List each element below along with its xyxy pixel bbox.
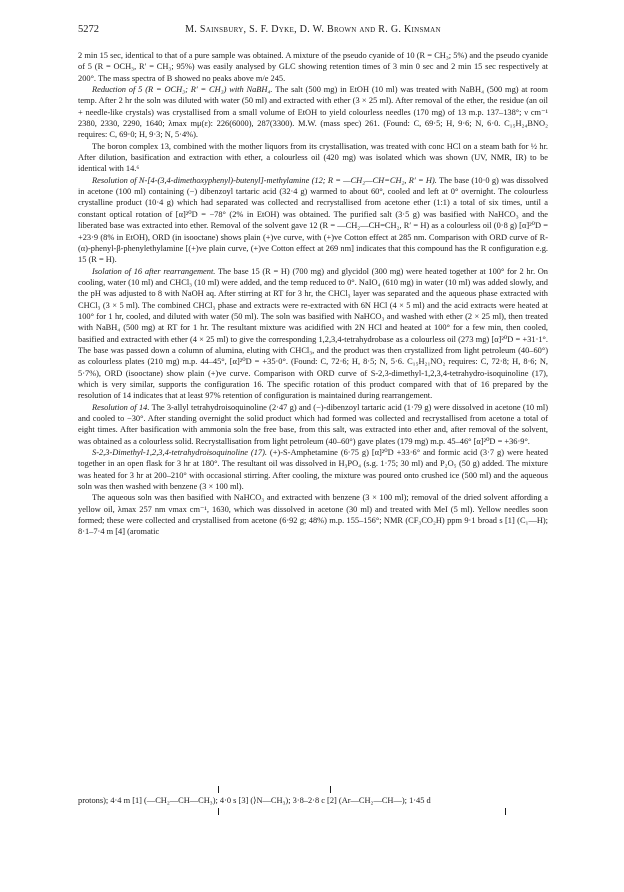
paragraph (78, 402, 548, 447)
bond-tick (505, 808, 506, 815)
paragraph (78, 266, 548, 402)
section-run-in-heading: Isolation of 16 after rearrangement. (92, 266, 216, 276)
body-text (78, 50, 548, 538)
section-run-in-heading: Resolution of N-[4-(3,4-dimethoxyphenyl)-butenyl]-methylamine (12; R = —CH₂—CH=CH₂, R′ = H). (92, 175, 437, 185)
paragraph (78, 141, 548, 175)
paragraph-text: The boron complex 13, combined with the mother liquors from its crystallisation, was treated with conc HCl on a steam bath for ½ hr. After dilution, basification and extraction with ether, a colourless oil (420 mg) was isolated which was shown (UV, NMR, IR) to be identical with 14.⁶ (78, 141, 548, 174)
paragraph-text: (+)-S-Amphetamine (6·75 g) [α]²⁰D +33·6° and formic acid (3·7 g) were heated together in an open flask for 3 hr at 180°. The resultant oil was dissolved in H₃PO₄ (s.g. 1·75; 30 ml) and P₂O₅ (50 g) added. The mixture was heated for 3 hr at 200–210° with occasional stirring. After cooling, the mixture was poured onto crushed ice (500 ml) and the aqueous soln was then washed with benzene (3 × 100 ml). (78, 448, 549, 492)
paragraph-text: The 3-allyl tetrahydroisoquinoline (2·47 g) and (−)-dibenzoyl tartaric acid (1·79 g) were dissolved in acetone (10 ml) and cooled to −30°. After standing overnight the solid product which had formed was collected and recrystallised from acetone a total of eight times. After basification with ammonia soln the free base, from this salt, was extracted into ether and, after removal of the solvent, was obtained as a colourless solid. Recrystallisation from light petroleum (40–60°) gave plates (179 mg) m.p. 45–46° [α]²⁰D = +36·9°. (78, 402, 548, 446)
bond-tick (218, 786, 219, 793)
paragraph (78, 84, 548, 141)
paragraph (78, 50, 548, 84)
paragraph (78, 447, 548, 492)
paragraph-text: The base (10·0 g) was dissolved in acetone (100 ml) containing (−) dibenzoyl tartaric acid (32·4 g) warmed to about 60°, cooled and left at 0° overnight. The colourless crystalline product (10·4 g) which had separated was collected and recrystallised from acetone ether (1:1) a total of six times, until a constant optical rotation of [α]²⁰D = −78° (2% in EtOH) was obtained. The purified salt (3·5 g) was basified with NaHCO₃ and the liberated base was extracted into ether. Removal of the solvent gave 12 (R = —CH₂—CH=CH₂, R′ = H) as a colourless oil (0·8 g) [α]²⁰D = +23·9 (8% in EtOH), ORD (in isooctane) shows plain (+)ve curve, with (+)ve Cotton effect at 285 nm. Comparison with ORD curve of R-(α)-phenyl-β-phenylethylamine [(+)ve plain curve, (+)ve Cotton effect at 269 nm] indicates that this compound has the R configuration e.g. 15 (R = H). (78, 175, 549, 265)
bond-tick (330, 786, 331, 793)
section-run-in-heading: Reduction of 5 (R = OCH₃; R′ = CH₃) with NaBH₄. (92, 85, 273, 95)
structure-formula-line (78, 786, 548, 826)
paragraph (78, 175, 548, 266)
section-run-in-heading: Resolution of 14. (92, 402, 150, 412)
paragraph-text: 2 min 15 sec, identical to that of a pure sample was obtained. A mixture of the pseudo cyanide of 10 (R = CH₃; 5%) and the pseudo cyanide of 5 (R = OCH₃, R′ = CH₃; 95%) was easily analysed by GLC showing retention times of 3 min 0 sec and 2 min 15 sec respectively at 200°. The mass spectra of B showed no peaks above m/e 245. (78, 51, 548, 83)
section-run-in-heading: S-2,3-Dimethyl-1,2,3,4-tetrahydroisoquinoline (17). (92, 448, 267, 458)
last-line-text: protons); 4·4 m [1] (—CH₂—CH—CH₃); 4·0 s [3] (⟩N—CH₃); 3·8–2·8 c [2] (Ar—CH₂—CH—); 1·45 d (78, 796, 431, 805)
paragraph-text: The salt (500 mg) in EtOH (10 ml) was treated with NaBH₄ (500 mg) at room temp. After 2 hr the soln was diluted with water (50 ml) and extracted with ether (3 × 25 ml). After removal of the ether, the residue (an oil + needle-like crystals) was crystallised from a small volume of EtOH to yield colourless needles (170 mg) of 13 m.p. 137–138°; ν cm⁻¹ 2380, 2330, 2290, 1640; λmax mμ(ε): 226(6000), 287(3300). M.W. (mass spec) 261. (Found: C, 69·5; H, 9·6; N, 6·0. C₁₅H₂₄BNO₂ requires: C, 69·0; H, 9·3; N, 5·4%). (78, 85, 548, 140)
bond-tick (218, 808, 219, 815)
paragraph (78, 492, 548, 537)
running-header (78, 24, 548, 40)
page-number: 5272 (78, 24, 99, 35)
paragraph-text: The base 15 (R = H) (700 mg) and glycidol (300 mg) were heated together at 100° for 2 hr. On cooling, water (10 ml) and CHCl₃ (10 ml) were added, and the temp reduced to 0°. NaIO₄ (610 mg) in water (10 ml) was added slowly, and the pH was adjusted to 8 with NaOH aq. After stirring at RT for 3 hr, the CHCl₃ layer was separated and the aqueous phase extracted with CHCl₃ (3 × 5 ml). The combined CHCl₃ phase and extracts were re-extracted with 6N HCl (4 × 5 ml) and the acid extracts were heated at 100° for 1 hr, cooled, and diluted with water (50 ml). The soln was basified with NaHCO₃ and washed with ether (2 × 25 ml), then treated with NaBH₄ (500 mg) at RT for 1 hr. The resultant mixture was acidified with 2N HCl and heated at 100° for a few min, then cooled, basified and extracted with ether (4 × 25 ml) to give the corresponding 1,2,3,4-tetrahydrobase as a colourless oil (273 mg) [α]²⁰D = +31·1°. The base was passed down a column of alumina, eluting with CHCl₃, and the product was then crystallized from light petroleum (40–60°) as colourless plates (210 mg) m.p. 44–45°, [α]²⁰D = +35·0°. (Found: C, 72·6; H, 8·5; N, 5·6. C₁₅H₂₁NO₂ requires: C, 72·8; H, 8·6; N, 5·7%), ORD (isooctane) show plain (+)ve curve. Comparison with ORD curve of S-2,3-dimethyl-1,2,3,4-tetrahydro-isoquinoline (17), which is very similar, supports the configuration 16. The specific rotation of this product compared with that of 16 prepared by the resolution of 14 indicates that at least 97% retention of configuration is maintained during rearrangement. (78, 266, 548, 401)
paragraph-text: The aqueous soln was then basified with NaHCO₃ and extracted with benzene (3 × 100 ml); removal of the dried solvent affording a yellow oil, λmax 257 nm νmax cm⁻¹, 1630, which was dissolved in acetone (30 ml) and treated with MeI (5 ml). Yellow needles soon formed; these were collected and crystallised from acetone (6·92 g; 48%) m.p. 155–156°; NMR (CF₃CO₂H) ppm 9·1 broad s [1] (C₁—H); 8·1–7·4 m [4] (aromatic (78, 493, 548, 537)
author-line: M. Sainsbury, S. F. Dyke, D. W. Brown and R. G. Kinsman (185, 24, 441, 35)
